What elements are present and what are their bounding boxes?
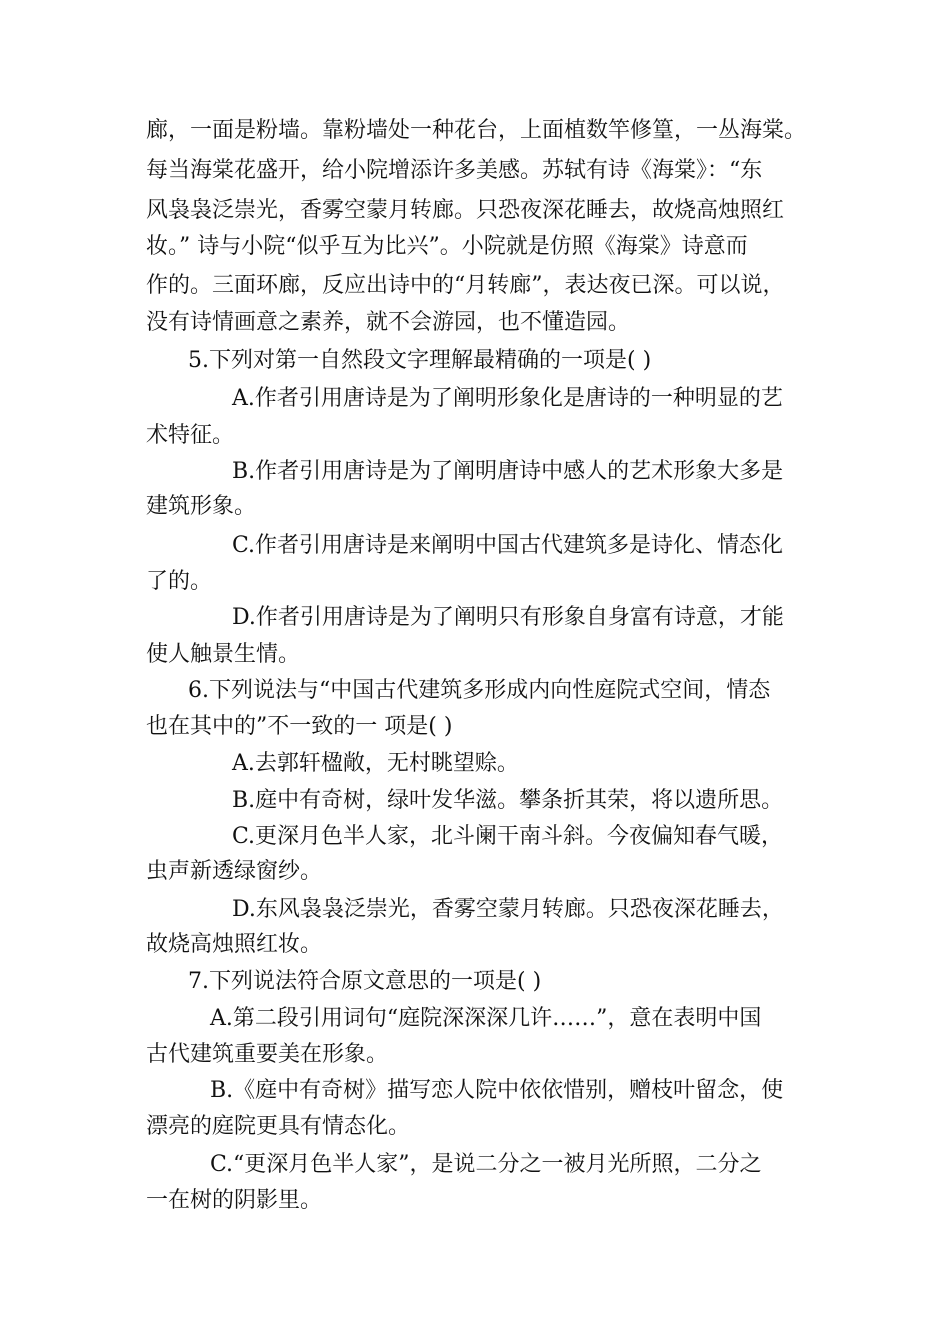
text-line: 没有诗情画意之素养，就不会游园，也不懂造园。: [146, 310, 631, 335]
question-stem: 6.下列说法与“中国古代建筑多形成内向性庭院式空间，情态: [188, 678, 771, 703]
answer-option: C.作者引用唐诗是来阐明中国古代建筑多是诗化、情态化: [232, 533, 784, 558]
answer-option: A.去郭轩楹敞，无村眺望赊。: [232, 751, 519, 776]
answer-option: B.庭中有奇树，绿叶发华滋。攀条折其荣，将以遗所思。: [232, 788, 784, 813]
answer-option-continuation: 故烧高烛照红妆。: [146, 932, 323, 957]
answer-option: D.东风袅袅泛崇光，香雾空蒙月转廊。只恐夜深花睡去，: [232, 897, 784, 922]
text-line: 妆。” 诗与小院“似乎互为比兴”。小院就是仿照《海棠》诗意而: [146, 234, 748, 259]
answer-option-continuation: 使人触景生情。: [146, 642, 301, 667]
answer-option-continuation: 术特征。: [146, 423, 235, 448]
text-line: 每当海棠花盛开，给小院增添许多美感。苏轼有诗《海棠》：“东: [146, 158, 763, 183]
answer-option: C.“更深月色半人家”，是说二分之一被月光所照，二分之: [210, 1152, 762, 1177]
answer-option-continuation: 了的。: [146, 569, 213, 594]
answer-option-continuation: 虫声新透绿窗纱。: [146, 859, 323, 884]
answer-option: D.作者引用唐诗是为了阐明只有形象自身富有诗意，才能: [232, 605, 784, 630]
answer-option-continuation: 漂亮的庭院更具有情态化。: [146, 1114, 411, 1139]
question-stem: 5.下列对第一自然段文字理解最精确的一项是( ): [188, 348, 652, 373]
text-line: 廊，一面是粉墙。靠粉墙处一种花台，上面植数竿修篁，一丛海棠。: [146, 118, 807, 143]
answer-option: B.《庭中有奇树》描写恋人院中依依惜别，赠枝叶留念，使: [210, 1078, 784, 1103]
text-line: 作的。三面环廊，反应出诗中的“月转廊”，表达夜已深。可以说，: [146, 273, 785, 298]
answer-option: A.第二段引用词句“庭院深深深几许……”，意在表明中国: [210, 1006, 762, 1031]
answer-option: A.作者引用唐诗是为了阐明形象化是唐诗的一种明显的艺: [232, 386, 783, 411]
answer-option-continuation: 建筑形象。: [146, 494, 257, 519]
answer-option: C.更深月色半人家，北斗阑干南斗斜。今夜偏知春气暖，: [232, 824, 784, 849]
answer-option-continuation: 古代建筑重要美在形象。: [146, 1042, 389, 1067]
question-stem: 7.下列说法符合原文意思的一项是( ): [188, 969, 542, 994]
answer-option-continuation: 一在树的阴影里。: [146, 1188, 323, 1213]
question-stem-continuation: 也在其中的”不一致的一 项是( ): [146, 714, 453, 739]
answer-option: B.作者引用唐诗是为了阐明唐诗中感人的艺术形象大多是: [232, 459, 784, 484]
text-line: 风袅袅泛崇光，香雾空蒙月转廊。只恐夜深花睡去，故烧高烛照红: [146, 198, 785, 223]
